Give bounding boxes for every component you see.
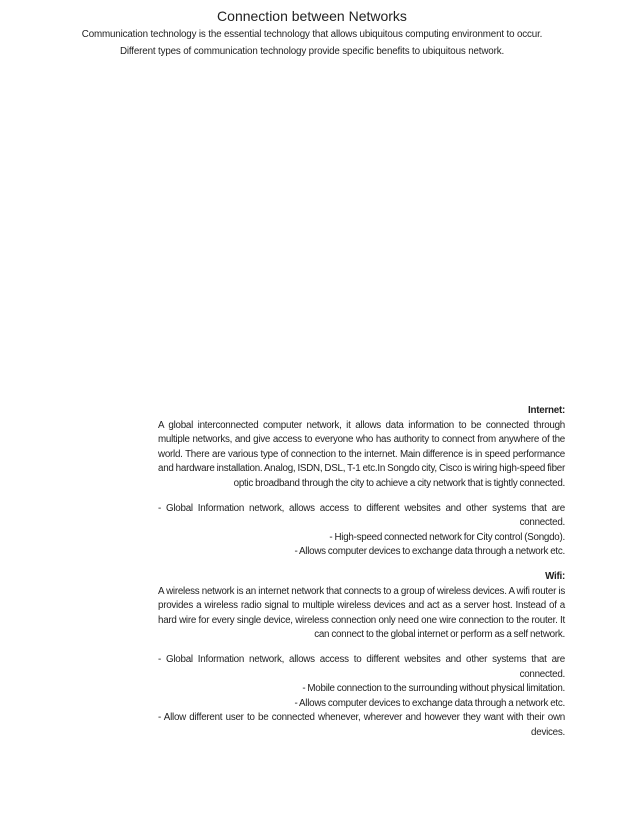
section-heading-wifi: Wifi: bbox=[545, 570, 565, 582]
bullet-item: - Mobile connection to the surrounding without physical limitation. bbox=[302, 683, 565, 695]
bullet-list-internet bbox=[158, 502, 565, 560]
section-heading-internet: Internet: bbox=[528, 405, 565, 416]
bullet-item: - Allows computer devices to exchange data through a network etc. bbox=[294, 697, 565, 709]
bullet-item: - Global Information network, allows access to different websites and other systems that are connected. bbox=[158, 502, 565, 529]
document-body bbox=[158, 404, 565, 740]
bullet-list-wifi bbox=[158, 653, 565, 741]
bullet-item: - Allows computer devices to exchange data through a network etc. bbox=[294, 546, 565, 558]
document-header bbox=[0, 0, 624, 60]
page-title: Connection between Networks bbox=[217, 8, 407, 24]
section-paragraph-internet: A global interconnected computer network, it allows data information to be connected through multiple networks, and give access to everyone who has authority to connect from anywhere of the world. There are various type of connection to the internet. Main difference is in speed performance and hardware installation. Analog, ISDN, DSL, T-1 etc.In Songdo city, Cisco is wiring high-speed fiber optic broadband through the city to achieve a city network that is tightly connected. bbox=[158, 419, 565, 489]
section-paragraph-wifi: A wireless network is an internet network that connects to a group of wireless devices. A wifi router is provides a wireless radio signal to multiple wireless devices and act as a server host. Instead of a hard wire for every single device, wireless connection only need one wire connection to the router. It can connect to the global internet or perform as a self network. bbox=[158, 585, 565, 641]
bullet-item: - Allow different user to be connected whenever, wherever and however they want with their own devices. bbox=[158, 712, 565, 738]
section-wifi bbox=[158, 570, 565, 741]
intro-line-1: Communication technology is the essential technology that allows ubiquitous computing environment to occur. bbox=[81, 29, 543, 40]
bullet-item: - High-speed connected network for City control (Songdo). bbox=[329, 531, 565, 543]
section-internet bbox=[158, 404, 565, 560]
intro-line-2: Different types of communication technology provide specific benefits to ubiquitous network. bbox=[119, 46, 505, 57]
bullet-item: - Global Information network, allows access to different websites and other systems that are connected. bbox=[158, 653, 565, 680]
